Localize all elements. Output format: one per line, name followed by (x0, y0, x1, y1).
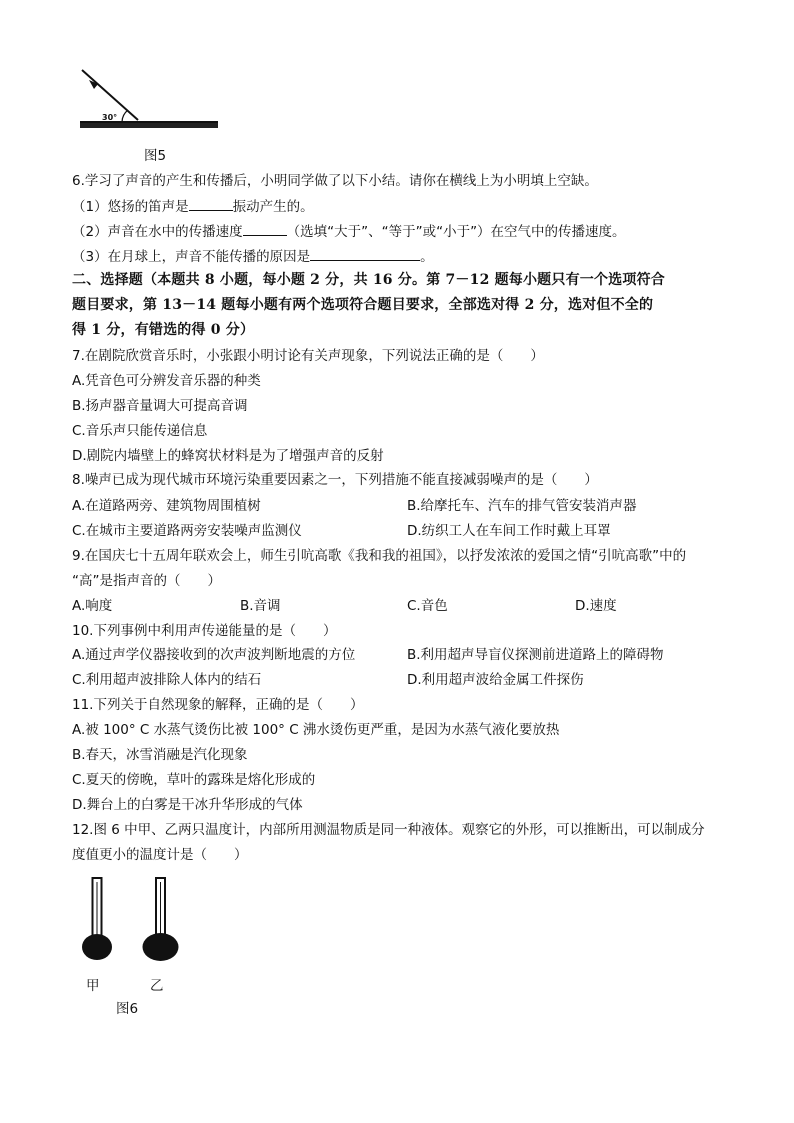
q11-option-b[interactable]: B.春天，冰雪消融是汽化现象 (72, 747, 248, 763)
section2-line3: 得 1 分，有错选的得 0 分） (72, 322, 255, 338)
q7-stem: 7.在剧院欣赏音乐时，小张跟小明讨论有关声现象，下列说法正确的是（ ） (72, 348, 544, 364)
q6-part1-post: 振动产生的。 (232, 199, 314, 215)
q11-option-c[interactable]: C.夏天的傍晚，草叶的露珠是熔化形成的 (72, 772, 316, 788)
q10-stem: 10.下列事例中利用声传递能量的是（ ） (72, 623, 337, 639)
thermometer-jia-bulb (82, 934, 112, 960)
q7-option-a[interactable]: A.凭音色可分辨发音乐器的种类 (72, 373, 261, 389)
q8-option-a[interactable]: A.在道路两旁、建筑物周围植树 (72, 498, 261, 514)
q11-option-a[interactable]: A.被 100° C 水蒸气烫伤比被 100° C 沸水烫伤更严重，是因为水蒸气液化要放热 (72, 722, 560, 738)
thermometer-yi-bulb (143, 933, 179, 961)
q6-part1-pre: （1）悠扬的笛声是 (72, 199, 189, 215)
q6-part2-post: （选填“大于”、“等于”或“小于”）在空气中的传播速度。 (286, 224, 626, 240)
q10-option-b[interactable]: B.利用超声导盲仪探测前进道路上的障碍物 (407, 647, 664, 663)
q6-blank-1[interactable] (189, 196, 233, 211)
section2-line1: 二、选择题（本题共 8 小题，每小题 2 分，共 16 分。第 7－12 题每小题只有一个选项符合 (72, 272, 665, 288)
q10-option-c[interactable]: C.利用超声波排除人体内的结石 (72, 672, 262, 688)
q9-option-d[interactable]: D.速度 (575, 598, 617, 614)
q6-blank-2[interactable] (243, 221, 287, 236)
angle-arc (122, 110, 128, 122)
q10-option-d[interactable]: D.利用超声波给金属工件探伤 (407, 672, 584, 688)
q7-option-b[interactable]: B.扬声器音量调大可提高音调 (72, 398, 248, 414)
q9-option-a[interactable]: A.响度 (72, 598, 113, 614)
thermometer-jia (78, 876, 118, 966)
q6-blank-3[interactable] (310, 246, 420, 261)
figure-6-caption: 图6 (116, 1001, 139, 1017)
q6-part3-pre: （3）在月球上，声音不能传播的原因是 (72, 249, 311, 265)
q6-part2 (72, 221, 626, 242)
q8-stem: 8.噪声已成为现代城市环境污染重要因素之一，下列措施不能直接减弱噪声的是（ ） (72, 472, 598, 488)
thermometer-yi (139, 876, 183, 966)
q10-option-a[interactable]: A.通过声学仪器接收到的次声波判断地震的方位 (72, 647, 356, 663)
q8-option-d[interactable]: D.纺织工人在车间工作时戴上耳罩 (407, 523, 611, 539)
thermometer-yi-label: 乙 (150, 978, 164, 994)
q11-stem: 11.下列关于自然现象的解释，正确的是（ ） (72, 697, 364, 713)
angle-label: 30° (102, 113, 118, 122)
q7-option-d[interactable]: D.剧院内墙壁上的蜂窝状材料是为了增强声音的反射 (72, 448, 384, 464)
q9-stem-line1: 9.在国庆七十五周年联欢会上，师生引吭高歌《我和我的祖国》，以抒发浓浓的爱国之情“引吭高歌”中的 (72, 548, 687, 564)
q9-stem-line2: “高”是指声音的（ ） (72, 573, 221, 589)
q8-option-c[interactable]: C.在城市主要道路两旁安装噪声监测仪 (72, 523, 302, 539)
q6-part1 (72, 196, 314, 217)
q9-option-c[interactable]: C.音色 (407, 598, 448, 614)
q12-stem-line1: 12.图 6 中甲、乙两只温度计，内部所用测温物质是同一种液体。观察它的外形，可以推断出，可以制成分 (72, 822, 705, 838)
q6-stem: 6.学习了声音的产生和传播后，小明同学做了以下小结。请你在横线上为小明填上空缺。 (72, 173, 598, 189)
q6-part2-pre: （2）声音在水中的传播速度 (72, 224, 243, 240)
q6-part3 (72, 246, 434, 267)
figure-5-diagram (72, 62, 232, 132)
q6-part3-post: 。 (420, 249, 434, 265)
section2-line2: 题目要求，第 13－14 题每小题有两个选项符合题目要求，全部选对得 2 分，选对但不全的 (72, 297, 654, 313)
figure-5-caption: 图5 (144, 148, 167, 164)
q9-option-b[interactable]: B.音调 (240, 598, 281, 614)
q11-option-d[interactable]: D.舞台上的白雾是干冰升华形成的气体 (72, 797, 303, 813)
thermometer-jia-label: 甲 (86, 978, 100, 994)
q7-option-c[interactable]: C.音乐声只能传递信息 (72, 423, 208, 439)
q12-stem-line2: 度值更小的温度计是（ ） (72, 847, 248, 863)
q8-option-b[interactable]: B.给摩托车、汽车的排气管安装消声器 (407, 498, 637, 514)
